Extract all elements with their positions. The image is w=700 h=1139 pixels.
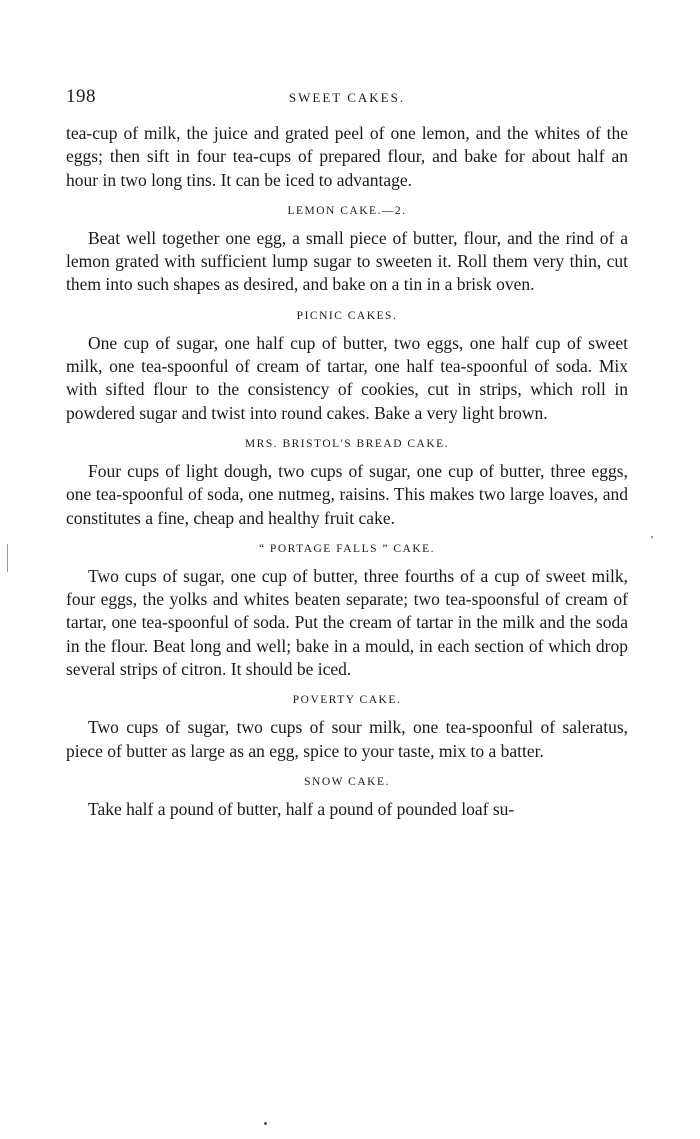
book-page [66,86,628,821]
ink-speck [651,536,653,538]
recipe-title-poverty-cake: POVERTY CAKE. [292,694,402,707]
recipe-text-picnic-cakes: One cup of sugar, one half cup of butter, two eggs, one half cup of sweet milk, one tea-spoonful of cream of tartar, one half tea-spoonful of soda. Mix with sifted flour to the consistency of cookies, cut in strips, which roll in powdered sugar and twist into round cakes. Bake a very light brown. [66,332,628,423]
recipe-text-lemon-cake: Beat well together one egg, a small piece of butter, flour, and the rind of a lemon grated with sufficient lump sugar to sweeten it. Roll them very thin, cut them into such shapes as desired, and bake on a tin in a brisk oven. [66,227,628,295]
continuation-paragraph: tea-cup of milk, the juice and grated peel of one lemon, and the whites of the eggs; then sift in four tea-cups of prepared flour, and bake for about half an hour in two long tins. It can be iced to advantage. [66,123,628,190]
margin-mark [7,544,8,572]
recipe-title-snow-cake: SNOW CAKE. [304,775,390,788]
recipe-text-bread-cake: Four cups of light dough, two cups of sugar, one cup of butter, three eggs, one tea-spoonful of soda, one nutmeg, raisins. This makes two large loaves, and constitutes a fine, cheap and healthy fruit cake. [66,460,628,528]
page-number: 198 [66,86,96,107]
recipe-title-lemon-cake: LEMON CAKE.—2. [287,204,407,217]
recipe-title-picnic-cakes: PICNIC CAKES. [296,309,398,322]
running-title: SWEET CAKES. [288,90,406,105]
recipe-title-portage-falls-cake: “ PORTAGE FALLS ” CAKE. [258,542,436,555]
running-head [66,86,628,116]
recipe-text-poverty-cake: Two cups of sugar, two cups of sour milk, one tea-spoonful of saleratus, piece of butter as large as an egg, spice to your taste, mix to a batter. [66,717,628,761]
ink-speck-bottom [264,1122,267,1125]
recipe-text-portage-falls-cake: Two cups of sugar, one cup of butter, three fourths of a cup of sweet milk, four eggs, the yolks and whites beaten separate; two tea-spoonsful of cream of tartar, one tea-spoonful of soda. Put the cream of tartar in the milk and the soda in the flour. Beat long and well; bake in a mould, in each section of which drop several strips of citron. It should be iced. [66,565,628,680]
recipe-title-bread-cake: MRS. BRISTOL'S BREAD CAKE. [244,437,450,450]
recipe-text-snow-cake: Take half a pound of butter, half a pound of pounded loaf su- [88,798,515,819]
